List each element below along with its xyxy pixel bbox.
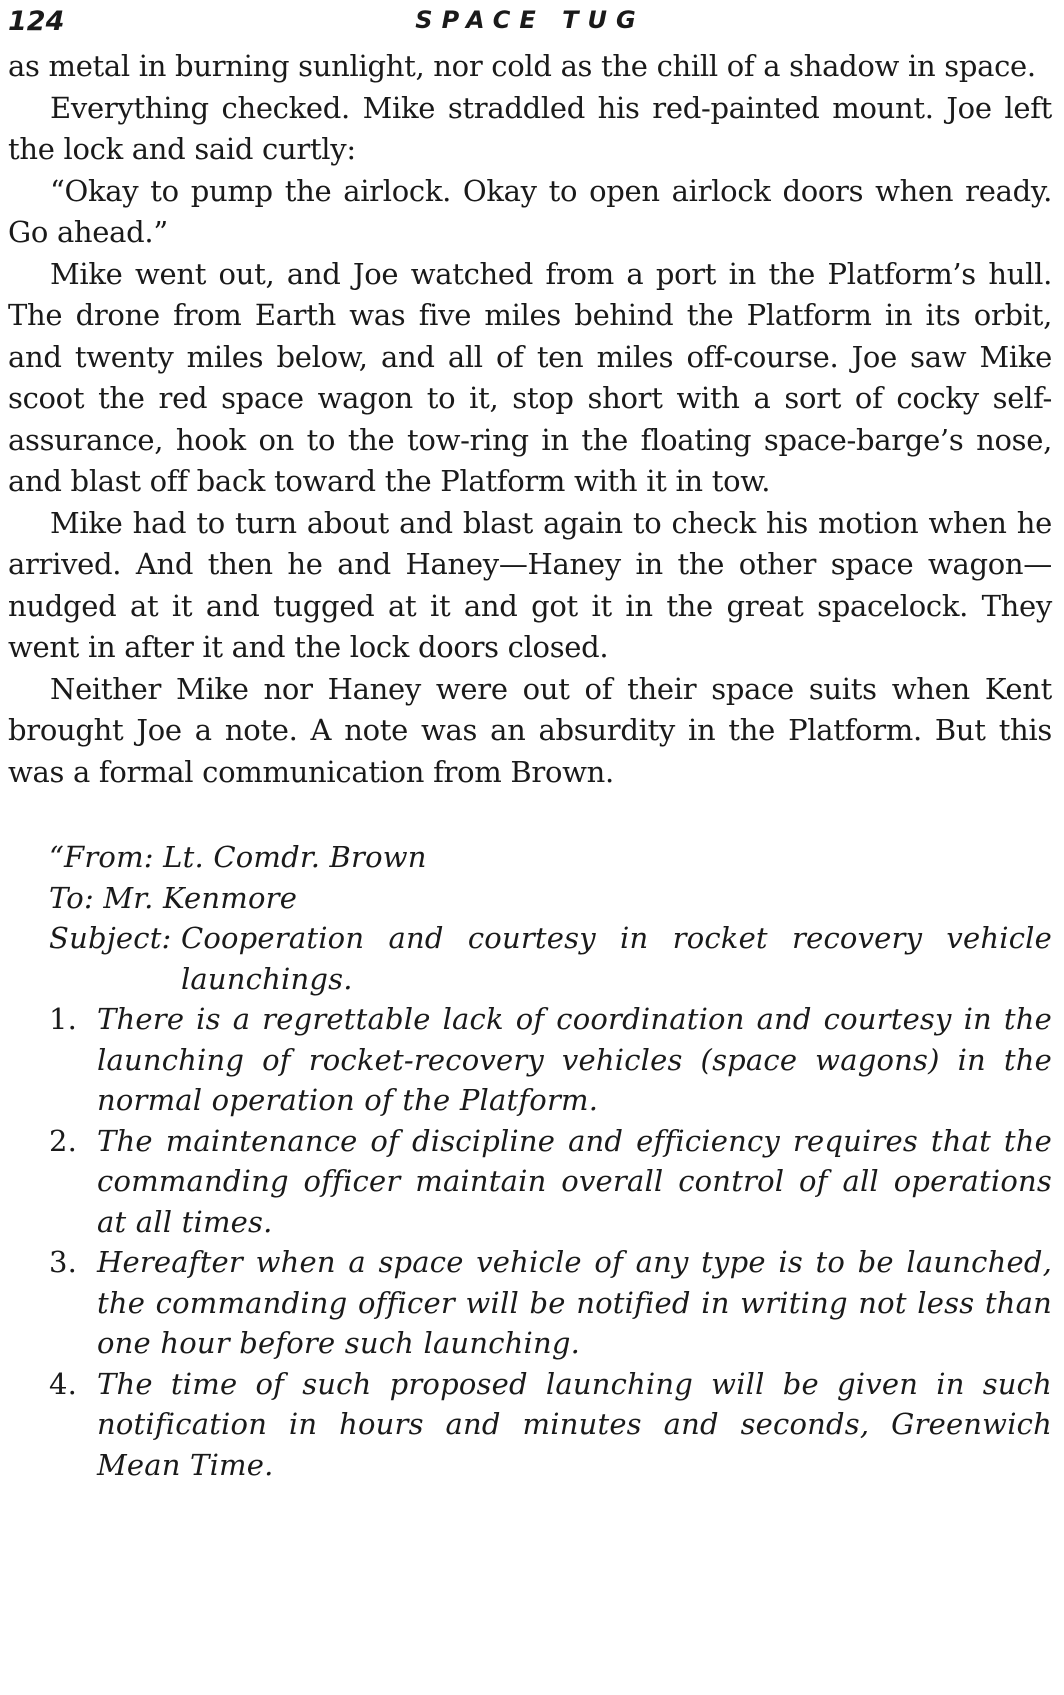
memo-item-number: 1.: [49, 1002, 78, 1036]
paragraph: Neither Mike nor Haney were out of their space suits when Kent brought Joe a note. A note was an absurdity in the Platform. But this was a formal communication from Brown.: [8, 671, 1052, 789]
running-title: SPACE TUG: [415, 6, 645, 34]
memo-item-number: 4.: [49, 1366, 78, 1401]
memo-item: [49, 1364, 1052, 1486]
memo-item: [49, 1242, 1052, 1364]
memo-item-text: The maintenance of discipline and efficiency requires that the commanding officer maintain overall control of all operations at all times.: [97, 1123, 1052, 1239]
paragraph: “Okay to pump the airlock. Okay to open airlock doors when ready. Go ahead.”: [8, 173, 1052, 249]
memo: [49, 837, 1052, 1485]
memo-item: [49, 999, 1052, 1121]
memo-items: [49, 999, 1052, 1485]
memo-to-line: [49, 878, 1052, 919]
memo-subject-label: Subject:: [49, 921, 172, 955]
memo-item-text: Hereafter when a space vehicle of any type is to be launched, the commanding officer will be notified in writing not less than one hour before such launching.: [97, 1245, 1052, 1360]
paragraph: Mike went out, and Joe watched from a port in the Platform’s hull. The drone from Earth was five miles behind the Platform in its orbit, and twenty miles below, and all of ten miles off-course. Joe saw Mike scoot the red space wagon to it, stop short with a sort of cocky self-assurance, hook on to the tow-ring in the floating space-barge’s nose, and blast off back toward the Platform with it in tow.: [8, 256, 1052, 498]
memo-to-label: To:: [49, 880, 94, 915]
memo-from-line: [49, 837, 1052, 878]
memo-subject-line: [49, 918, 1052, 999]
memo-item-number: 3.: [49, 1245, 78, 1279]
memo-item-number: 2.: [49, 1123, 78, 1158]
memo-from-value: Lt. Comdr. Brown: [163, 840, 427, 874]
memo-item-text: There is a regrettable lack of coordination and courtesy in the launching of rocket-recovery vehicles (space wagons) in the normal operation of the Platform.: [97, 1002, 1052, 1117]
paragraph: Everything checked. Mike straddled his red-painted mount. Joe left the lock and said curtly:: [8, 90, 1052, 166]
memo-to-value: Mr. Kenmore: [103, 880, 298, 915]
page-number: 124: [8, 6, 65, 37]
book-page: [8, 0, 1052, 1695]
running-head: [8, 0, 1052, 46]
paragraph: as metal in burning sunlight, nor cold as the chill of a shadow in space.: [8, 49, 1036, 83]
memo-item-text: The time of such proposed launching will be given in such notification in hours and minutes and seconds, Greenwich Mean Time.: [97, 1366, 1052, 1482]
body-text: [8, 46, 1052, 793]
memo-from-label: “From:: [49, 840, 154, 874]
memo-subject-value: Cooperation and courtesy in rocket recovery vehicle launchings.: [180, 921, 1052, 996]
memo-item: [49, 1121, 1052, 1243]
paragraph: Mike had to turn about and blast again to check his motion when he arrived. And then he and Haney—Haney in the other space wagon—nudged at it and tugged at it and got it in the great spacelock. They went in after it and the lock doors closed.: [8, 505, 1052, 664]
